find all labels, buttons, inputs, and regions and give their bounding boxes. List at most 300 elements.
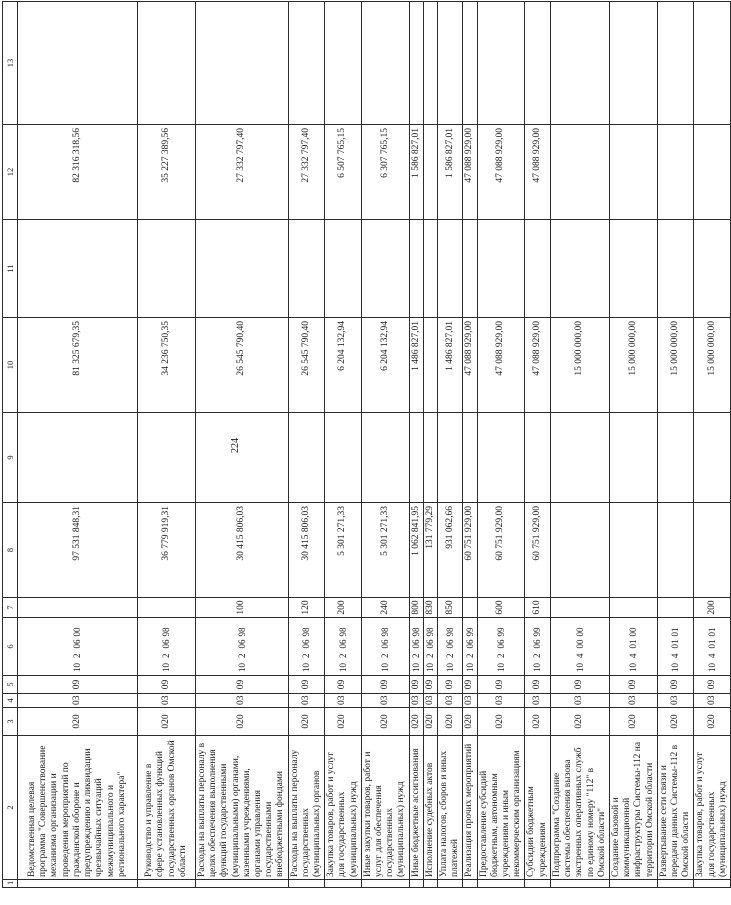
amount-cell <box>694 220 731 318</box>
amount-cell <box>423 125 437 220</box>
amount-cell: 6 507 765,15 <box>325 125 362 220</box>
row-empty-cell <box>423 880 437 888</box>
table-row <box>288 2 325 888</box>
row-empty-cell <box>525 880 550 888</box>
amount-cell <box>550 125 609 220</box>
code-cell: 09 <box>657 676 694 694</box>
target-article-cell <box>409 618 423 676</box>
target-article-part: 2 <box>236 653 247 658</box>
code-cell: 03 <box>423 694 437 708</box>
row-name-cell: Исполнение судебных актов <box>423 736 437 880</box>
amount-cell: 47 088 929,00 <box>477 125 525 220</box>
target-article-part: 4 <box>706 653 717 658</box>
table-row <box>409 2 423 888</box>
target-article-part: 06 <box>444 639 455 649</box>
amount-cell: 47 088 929,00 <box>463 318 477 413</box>
amount-cell: 6 307 765,15 <box>361 125 409 220</box>
row-name-cell: Ведомственная целевая программа "Совершенствование механизма организации и проведения мероприятий по гражданской обороне и предупреждению и ликвидации чрезвычайных ситуаций межмуниципального и регионального характера" <box>18 736 138 880</box>
target-article-part: 98 <box>337 627 348 637</box>
target-article-part: 01 <box>706 627 717 637</box>
target-article-part: 99 <box>532 627 543 637</box>
target-article-part: 2 <box>72 653 83 658</box>
code-cell: 09 <box>609 676 657 694</box>
amount-cell <box>361 220 409 318</box>
row-name-cell: Реализация прочих мероприятий <box>463 736 477 880</box>
code-cell: 09 <box>477 676 525 694</box>
column-number-cell: 10 <box>3 318 18 413</box>
target-article-cell <box>325 618 362 676</box>
amount-cell: 26 545 790,40 <box>196 318 289 413</box>
amount-cell <box>525 413 550 503</box>
amount-cell <box>196 2 289 125</box>
column-number-cell: 13 <box>3 2 18 125</box>
target-article-part: 10 <box>574 663 585 672</box>
row-empty-cell <box>409 880 423 888</box>
table-row <box>550 2 609 888</box>
target-article-part: 10 <box>706 663 717 672</box>
target-article-part: 2 <box>532 653 543 658</box>
amount-cell: 60 751 929,00 <box>525 503 550 598</box>
amount-cell <box>694 2 731 125</box>
amount-cell: 82 316 318,56 <box>18 125 138 220</box>
column-number-cell: 6 <box>3 618 18 676</box>
amount-cell: 97 531 848,31 <box>18 503 138 598</box>
table-row <box>18 2 138 888</box>
target-article-cell <box>477 618 525 676</box>
table-row <box>657 2 694 888</box>
expense-type-cell: 610 <box>525 598 550 618</box>
amount-cell: 931 062,66 <box>438 503 463 598</box>
amount-cell <box>609 220 657 318</box>
amount-cell <box>196 220 289 318</box>
amount-cell <box>438 220 463 318</box>
target-article-cell <box>361 618 409 676</box>
row-empty-cell <box>609 880 657 888</box>
code-cell: 09 <box>694 676 731 694</box>
code-cell: 03 <box>138 694 196 708</box>
amount-cell: 47 088 929,00 <box>477 318 525 413</box>
expense-type-cell: 800 <box>409 598 423 618</box>
code-cell: 020 <box>657 708 694 736</box>
target-article-part: 98 <box>236 627 247 637</box>
target-article-cell <box>463 618 477 676</box>
code-cell: 03 <box>409 694 423 708</box>
code-cell: 020 <box>409 708 423 736</box>
target-article-part: 00 <box>574 627 585 637</box>
column-number-cell: 9 <box>3 413 18 503</box>
expense-type-cell <box>609 598 657 618</box>
code-cell: 020 <box>525 708 550 736</box>
target-article-part: 06 <box>495 639 506 649</box>
amount-cell <box>423 2 437 125</box>
target-article-part: 01 <box>670 639 681 649</box>
row-empty-cell <box>18 880 138 888</box>
table-row <box>694 2 731 888</box>
amount-cell: 34 236 750,35 <box>138 318 196 413</box>
column-number-cell: 3 <box>3 708 18 736</box>
target-article-part: 98 <box>161 627 172 637</box>
code-cell: 09 <box>438 676 463 694</box>
amount-cell <box>694 503 731 598</box>
amount-cell <box>18 220 138 318</box>
column-number-row <box>3 2 18 888</box>
column-number-cell: 5 <box>3 676 18 694</box>
code-cell: 020 <box>288 708 325 736</box>
budget-table <box>2 1 731 888</box>
column-number-cell: 7 <box>3 598 18 618</box>
target-article-part: 2 <box>379 653 390 658</box>
code-cell: 03 <box>325 694 362 708</box>
code-cell: 09 <box>18 676 138 694</box>
amount-cell <box>138 413 196 503</box>
row-name-cell: Закупка товаров, работ и услуг для государственных (муниципальных) нужд <box>694 736 731 880</box>
row-name-cell: Предоставление субсидий бюджетным, автономным учреждениям и иным некоммерческим организациям <box>477 736 525 880</box>
amount-cell: 15 000 000,00 <box>657 318 694 413</box>
row-empty-cell <box>138 880 196 888</box>
amount-cell: 47 088 929,00 <box>525 318 550 413</box>
target-article-part: 98 <box>379 627 390 637</box>
target-article-part: 4 <box>670 653 681 658</box>
amount-cell: 30 415 806,03 <box>288 503 325 598</box>
target-article-part: 2 <box>410 653 421 658</box>
amount-cell <box>409 413 423 503</box>
code-cell: 020 <box>550 708 609 736</box>
amount-cell <box>438 413 463 503</box>
table-row <box>423 2 437 888</box>
code-cell: 020 <box>438 708 463 736</box>
amount-cell <box>196 413 289 503</box>
target-article-cell <box>138 618 196 676</box>
target-article-cell <box>657 618 694 676</box>
target-article-part: 99 <box>495 627 506 637</box>
amount-cell <box>288 413 325 503</box>
amount-cell: 27 332 797,40 <box>196 125 289 220</box>
amount-cell <box>18 413 138 503</box>
target-article-part: 06 <box>161 639 172 649</box>
target-article-cell <box>525 618 550 676</box>
amount-cell <box>361 2 409 125</box>
row-name-cell: Создание базовой и коммуникационной инфраструктуры Системы-112 на территории Омской области <box>609 736 657 880</box>
amount-cell <box>409 2 423 125</box>
target-article-cell <box>438 618 463 676</box>
expense-type-cell: 240 <box>361 598 409 618</box>
code-cell: 09 <box>325 676 362 694</box>
amount-cell: 81 325 679,35 <box>18 318 138 413</box>
amount-cell <box>477 220 525 318</box>
amount-cell <box>657 413 694 503</box>
target-article-cell <box>18 618 138 676</box>
code-cell: 020 <box>423 708 437 736</box>
target-article-part: 2 <box>337 653 348 658</box>
amount-cell <box>609 125 657 220</box>
amount-cell: 47 088 929,00 <box>525 125 550 220</box>
expense-type-cell: 830 <box>423 598 437 618</box>
amount-cell <box>288 220 325 318</box>
target-article-part: 2 <box>495 653 506 658</box>
code-cell: 020 <box>138 708 196 736</box>
target-article-cell <box>550 618 609 676</box>
expense-type-cell: 600 <box>477 598 525 618</box>
target-article-part: 06 <box>72 639 83 649</box>
code-cell: 09 <box>550 676 609 694</box>
code-cell: 020 <box>18 708 138 736</box>
target-article-cell <box>288 618 325 676</box>
amount-cell <box>550 2 609 125</box>
amount-cell <box>463 413 477 503</box>
amount-cell <box>525 220 550 318</box>
target-article-part: 06 <box>410 639 421 649</box>
target-article-part: 10 <box>444 663 455 672</box>
target-article-cell <box>423 618 437 676</box>
expense-type-cell: 200 <box>325 598 362 618</box>
amount-cell: 131 779,29 <box>423 503 437 598</box>
amount-cell: 36 779 919,31 <box>138 503 196 598</box>
row-empty-cell <box>438 880 463 888</box>
row-name-cell: Закупка товаров, работ и услуг для государственных (муниципальных) нужд <box>325 736 362 880</box>
target-article-part: 10 <box>670 663 681 672</box>
amount-cell <box>477 2 525 125</box>
code-cell: 020 <box>694 708 731 736</box>
row-name-cell: Руководство и управление в сфере установленных функций государственных органов Омской области <box>138 736 196 880</box>
amount-cell: 6 204 132,94 <box>361 318 409 413</box>
code-cell: 020 <box>196 708 289 736</box>
target-article-part: 06 <box>532 639 543 649</box>
target-article-part: 2 <box>464 653 475 658</box>
target-article-part: 10 <box>464 663 475 672</box>
amount-cell: 5 301 271,33 <box>325 503 362 598</box>
target-article-part: 2 <box>425 653 436 658</box>
amount-cell: 60 751 929,00 <box>463 503 477 598</box>
expense-type-cell: 100 <box>196 598 289 618</box>
target-article-part: 06 <box>236 639 247 649</box>
row-name-cell: Расходы на выплаты персоналу государственных (муниципальных) органов <box>288 736 325 880</box>
expense-type-cell: 850 <box>438 598 463 618</box>
target-article-part: 98 <box>444 627 455 637</box>
target-article-part: 4 <box>628 653 638 658</box>
row-empty-cell <box>463 880 477 888</box>
amount-cell: 26 545 790,40 <box>288 318 325 413</box>
amount-cell <box>609 503 657 598</box>
table-row <box>361 2 409 888</box>
code-cell: 09 <box>196 676 289 694</box>
amount-cell: 30 415 806,03 <box>196 503 289 598</box>
amount-cell <box>477 413 525 503</box>
amount-cell <box>550 220 609 318</box>
code-cell: 09 <box>423 676 437 694</box>
column-number-cell: 11 <box>3 220 18 318</box>
row-name-cell: Подпрограмма "Создание системы обеспечения вызова экстренных оперативных служб по единому номеру "112" в Омской области" <box>550 736 609 880</box>
amount-cell <box>525 2 550 125</box>
target-article-part: 4 <box>574 653 585 658</box>
amount-cell: 6 204 132,94 <box>325 318 362 413</box>
target-article-part: 06 <box>379 639 390 649</box>
row-empty-cell <box>550 880 609 888</box>
target-article-part: 10 <box>301 663 312 672</box>
target-article-part: 2 <box>161 653 172 658</box>
amount-cell <box>361 413 409 503</box>
target-article-part: 98 <box>425 627 436 637</box>
code-cell: 09 <box>138 676 196 694</box>
target-article-cell <box>196 618 289 676</box>
amount-cell: 1 062 841,95 <box>409 503 423 598</box>
code-cell: 03 <box>525 694 550 708</box>
code-cell: 03 <box>288 694 325 708</box>
table-row <box>477 2 525 888</box>
target-article-part: 00 <box>628 627 638 637</box>
target-article-part: 00 <box>72 627 83 637</box>
amount-cell: 1 486 827,01 <box>409 318 423 413</box>
row-empty-cell <box>196 880 289 888</box>
code-cell: 03 <box>196 694 289 708</box>
target-article-part: 00 <box>574 639 585 649</box>
code-cell: 09 <box>288 676 325 694</box>
target-article-part: 01 <box>628 639 638 649</box>
amount-cell <box>325 2 362 125</box>
amount-cell <box>463 2 477 125</box>
amount-cell: 15 000 000,00 <box>694 318 731 413</box>
column-number-cell: 1 <box>3 880 18 888</box>
amount-cell <box>657 2 694 125</box>
amount-cell <box>423 220 437 318</box>
amount-cell: 1 586 827,01 <box>409 125 423 220</box>
amount-cell <box>463 220 477 318</box>
amount-cell: 47 088 929,00 <box>463 125 477 220</box>
amount-cell <box>657 503 694 598</box>
column-number-cell: 8 <box>3 503 18 598</box>
code-cell: 09 <box>463 676 477 694</box>
table-row <box>438 2 463 888</box>
target-article-part: 10 <box>236 663 247 672</box>
code-cell: 09 <box>409 676 423 694</box>
target-article-part: 06 <box>337 639 348 649</box>
expense-type-cell <box>550 598 609 618</box>
target-article-cell <box>694 618 731 676</box>
target-article-part: 10 <box>161 663 172 672</box>
target-article-part: 06 <box>425 639 436 649</box>
code-cell: 03 <box>550 694 609 708</box>
row-empty-cell <box>361 880 409 888</box>
target-article-part: 10 <box>425 663 436 672</box>
amount-cell <box>550 413 609 503</box>
expense-type-cell <box>463 598 477 618</box>
amount-cell <box>288 2 325 125</box>
amount-cell <box>423 413 437 503</box>
code-cell: 020 <box>463 708 477 736</box>
amount-cell: 35 227 389,56 <box>138 125 196 220</box>
row-name-cell: Расходы на выплаты персоналу в целях обеспечения выполнения функций государственными (муниципальными) органами, казенными учреждениями, органами управления государственными внебюджетными фондами <box>196 736 289 880</box>
amount-cell <box>694 413 731 503</box>
target-article-part: 06 <box>464 639 475 649</box>
amount-cell <box>609 413 657 503</box>
amount-cell <box>694 125 731 220</box>
amount-cell <box>325 413 362 503</box>
target-article-part: 10 <box>72 663 83 672</box>
amount-cell <box>423 318 437 413</box>
expense-type-cell: 200 <box>694 598 731 618</box>
rotated-table-container <box>2 2 728 888</box>
amount-cell: 27 332 797,40 <box>288 125 325 220</box>
amount-cell: 15 000 000,00 <box>609 318 657 413</box>
amount-cell <box>550 503 609 598</box>
code-cell: 020 <box>477 708 525 736</box>
code-cell: 020 <box>361 708 409 736</box>
column-number-cell: 12 <box>3 125 18 220</box>
code-cell: 03 <box>609 694 657 708</box>
row-name-cell: Развертывание сети связи и передачи данных Системы-112 в Омской области <box>657 736 694 880</box>
amount-cell: 15 000 000,00 <box>550 318 609 413</box>
target-article-part: 01 <box>670 627 681 637</box>
amount-cell: 5 301 271,33 <box>361 503 409 598</box>
amount-cell: 1 586 827,01 <box>438 125 463 220</box>
target-article-part: 10 <box>410 663 421 672</box>
code-cell: 020 <box>325 708 362 736</box>
amount-cell <box>138 220 196 318</box>
target-article-part: 01 <box>706 639 717 649</box>
table-row <box>463 2 477 888</box>
code-cell: 03 <box>463 694 477 708</box>
table-row <box>196 2 289 888</box>
amount-cell <box>325 220 362 318</box>
expense-type-cell <box>657 598 694 618</box>
table-row <box>609 2 657 888</box>
amount-cell <box>438 2 463 125</box>
target-article-part: 2 <box>301 653 312 658</box>
amount-cell <box>657 125 694 220</box>
row-empty-cell <box>325 880 362 888</box>
code-cell: 020 <box>609 708 657 736</box>
table-row <box>525 2 550 888</box>
target-article-part: 06 <box>301 639 312 649</box>
target-article-part: 10 <box>337 663 348 672</box>
amount-cell <box>609 2 657 125</box>
row-empty-cell <box>477 880 525 888</box>
target-article-cell <box>609 618 657 676</box>
code-cell: 03 <box>477 694 525 708</box>
amount-cell <box>657 220 694 318</box>
amount-cell: 60 751 929,00 <box>477 503 525 598</box>
column-number-cell: 2 <box>3 736 18 880</box>
amount-cell <box>138 2 196 125</box>
code-cell: 09 <box>525 676 550 694</box>
target-article-part: 98 <box>410 627 421 637</box>
target-article-part: 2 <box>444 653 455 658</box>
code-cell: 03 <box>657 694 694 708</box>
expense-type-cell <box>138 598 196 618</box>
row-empty-cell <box>657 880 694 888</box>
table-row <box>325 2 362 888</box>
target-article-part: 10 <box>628 663 638 672</box>
row-name-cell: Иные закупки товаров, работ и услуг для обеспечения государственных (муниципальных) нужд <box>361 736 409 880</box>
code-cell: 03 <box>694 694 731 708</box>
target-article-part: 10 <box>495 663 506 672</box>
amount-cell <box>18 2 138 125</box>
row-empty-cell <box>694 880 731 888</box>
target-article-part: 10 <box>379 663 390 672</box>
target-article-part: 99 <box>464 627 475 637</box>
row-name-cell: Уплата налогов, сборов и иных платежей <box>438 736 463 880</box>
amount-cell <box>409 220 423 318</box>
code-cell: 03 <box>361 694 409 708</box>
target-article-part: 98 <box>301 627 312 637</box>
amount-cell: 1 486 827,01 <box>438 318 463 413</box>
page-number: 224 <box>230 438 241 453</box>
code-cell: 09 <box>361 676 409 694</box>
code-cell: 03 <box>18 694 138 708</box>
target-article-part: 10 <box>532 663 543 672</box>
column-number-cell: 4 <box>3 694 18 708</box>
row-name-cell: Иные бюджетные ассигнования <box>409 736 423 880</box>
code-cell: 03 <box>438 694 463 708</box>
